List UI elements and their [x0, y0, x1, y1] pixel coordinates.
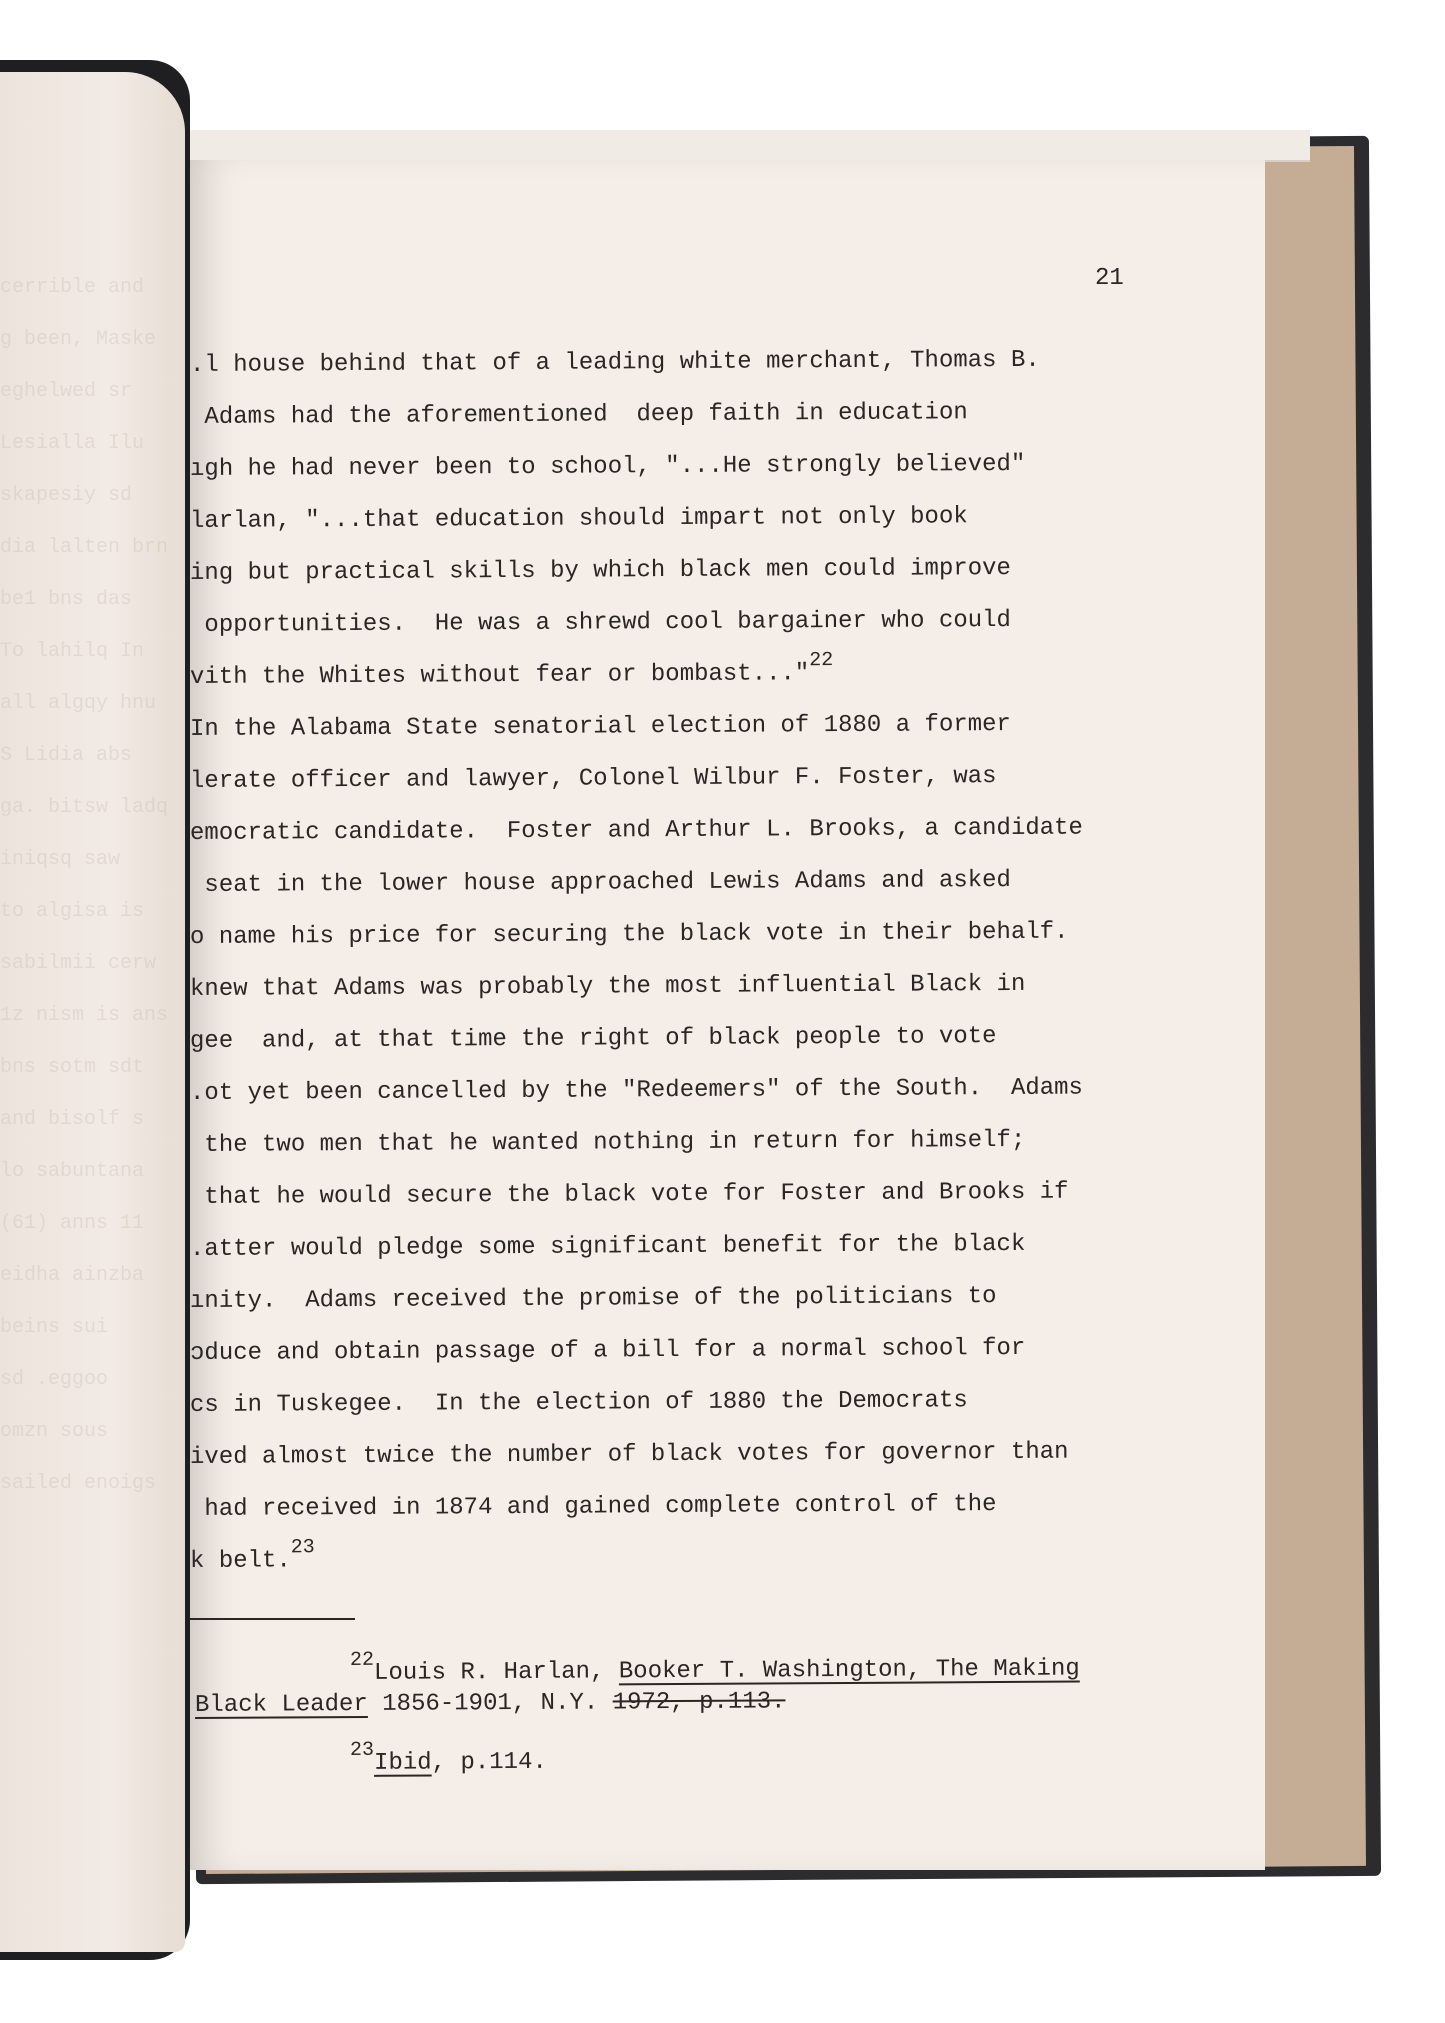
footnote-ref-22: 22: [809, 649, 834, 673]
line-text: vith the Whites without fear or bombast...": [189, 660, 810, 691]
footnote-pub: 1856-1901, N.Y.: [367, 1689, 613, 1718]
text-line: that he would secure the black vote for Foster and Brooks if: [189, 1178, 1069, 1211]
bleed-through-text: and bisolf s: [0, 1108, 145, 1131]
text-line: opportunities. He was a shrewd cool bargainer who could: [189, 606, 1012, 639]
footnote-title: Booker T. Washington, The Making: [618, 1655, 1080, 1686]
bleed-through-text: skapesiy sd: [0, 484, 133, 507]
text-line: seat in the lower house approached Lewis Adams and asked: [189, 866, 1012, 899]
footnote-number: 23: [349, 1738, 375, 1762]
bleed-through-text: lo sabuntana: [0, 1160, 145, 1183]
bleed-through-text: to algisa is: [0, 900, 145, 923]
text-line: o name his price for securing the black vote in their behalf.: [189, 918, 1069, 951]
bleed-through-text: S Lidia abs: [0, 744, 133, 767]
text-line-with-footnote: [189, 649, 834, 691]
footnote-ref-23: 23: [290, 1536, 315, 1560]
bleed-through-text: sd .eggoo: [0, 1368, 109, 1391]
bleed-through-text: cerrible and: [0, 276, 157, 299]
text-line: ing but practical skills by which black men could improve: [189, 554, 1012, 587]
bleed-through-text: (61) anns 11: [0, 1212, 145, 1235]
text-line: gee and, at that time the right of black people to vote: [189, 1023, 997, 1055]
footnote-23: [349, 1738, 547, 1777]
text-line: Adams had the aforementioned deep faith in education: [189, 399, 968, 431]
footnote-number: 22: [349, 1648, 375, 1672]
text-line: knew that Adams was probably the most influential Black in: [189, 970, 1026, 1003]
text-line: lerate officer and lawyer, Colonel Wilbur F. Foster, was: [189, 763, 997, 795]
text-line: emocratic candidate. Foster and Arthur L. Brooks, a candidate: [189, 814, 1084, 847]
footnote-22-continued: [195, 1688, 786, 1719]
text-line: .ot yet been cancelled by the "Redeemers" of the South. Adams: [189, 1074, 1084, 1107]
page-stack-edge: [190, 130, 1310, 162]
text-line: had received in 1874 and gained complete control of the: [189, 1491, 997, 1523]
footnote-author: Louis R. Harlan,: [373, 1658, 619, 1687]
text-line: .l house behind that of a leading white merchant, Thomas B.: [189, 346, 1040, 379]
footnote-page: , p.114.: [431, 1748, 547, 1777]
text-line: ıgh he had never been to school, "...He strongly believed": [189, 450, 1026, 483]
bleed-through-text: sabilmii cerw: [0, 952, 157, 975]
page-number: 21: [1095, 265, 1124, 292]
bleed-through-text: g been, Maske: [0, 328, 157, 351]
bleed-through-text: bns sotm sdt: [0, 1056, 145, 1079]
text-line: ɔduce and obtain passage of a bill for a normal school for: [189, 1334, 1026, 1367]
bleed-through-text: iniqsq saw: [0, 848, 121, 871]
bleed-through-text: all algqy hnu: [0, 692, 157, 715]
line-text: k belt.: [189, 1547, 291, 1575]
right-page: [190, 160, 1265, 1870]
typed-text: [190, 160, 1265, 1870]
bleed-through-text: eidha ainzba: [0, 1264, 145, 1287]
bleed-through-text: sailed enoigs: [0, 1472, 157, 1495]
bleed-through-text: eghelwed sr: [0, 380, 133, 403]
bleed-through-text: dia lalten brn: [0, 536, 169, 559]
bleed-through-text: To lahilq In: [0, 640, 145, 663]
bleed-through-text: Lesialla Ilu: [0, 432, 145, 455]
footnote-divider: [190, 1618, 355, 1620]
text-line: .atter would pledge some significant benefit for the black: [189, 1230, 1026, 1263]
bleed-through-text: 1z nism is ans: [0, 1004, 169, 1027]
left-page: [0, 72, 185, 1952]
bleed-through-text: beins sui: [0, 1316, 109, 1339]
footnote-struck-date: 1972, p.113.: [612, 1688, 786, 1717]
bleed-through-text: ga. bitsw ladq: [0, 796, 169, 819]
text-line: cs in Tuskegee. In the election of 1880 the Democrats: [189, 1387, 968, 1419]
footnote-22: [349, 1648, 1080, 1687]
text-line-with-footnote: [189, 1536, 315, 1575]
text-line: ived almost twice the number of black votes for governor than: [189, 1438, 1069, 1471]
footnote-ibid: Ibid: [373, 1749, 432, 1777]
footnote-title-cont: Black Leader: [194, 1690, 368, 1719]
text-line: larlan, "...that education should impart not only book: [189, 503, 968, 535]
bleed-through-text: be1 bns das: [0, 588, 133, 611]
text-line: In the Alabama State senatorial election of 1880 a former: [189, 710, 1012, 743]
bleed-through-text: omzn sous: [0, 1420, 109, 1443]
text-line: ınity. Adams received the promise of the politicians to: [189, 1283, 997, 1315]
text-line: the two men that he wanted nothing in return for himself;: [189, 1126, 1026, 1159]
